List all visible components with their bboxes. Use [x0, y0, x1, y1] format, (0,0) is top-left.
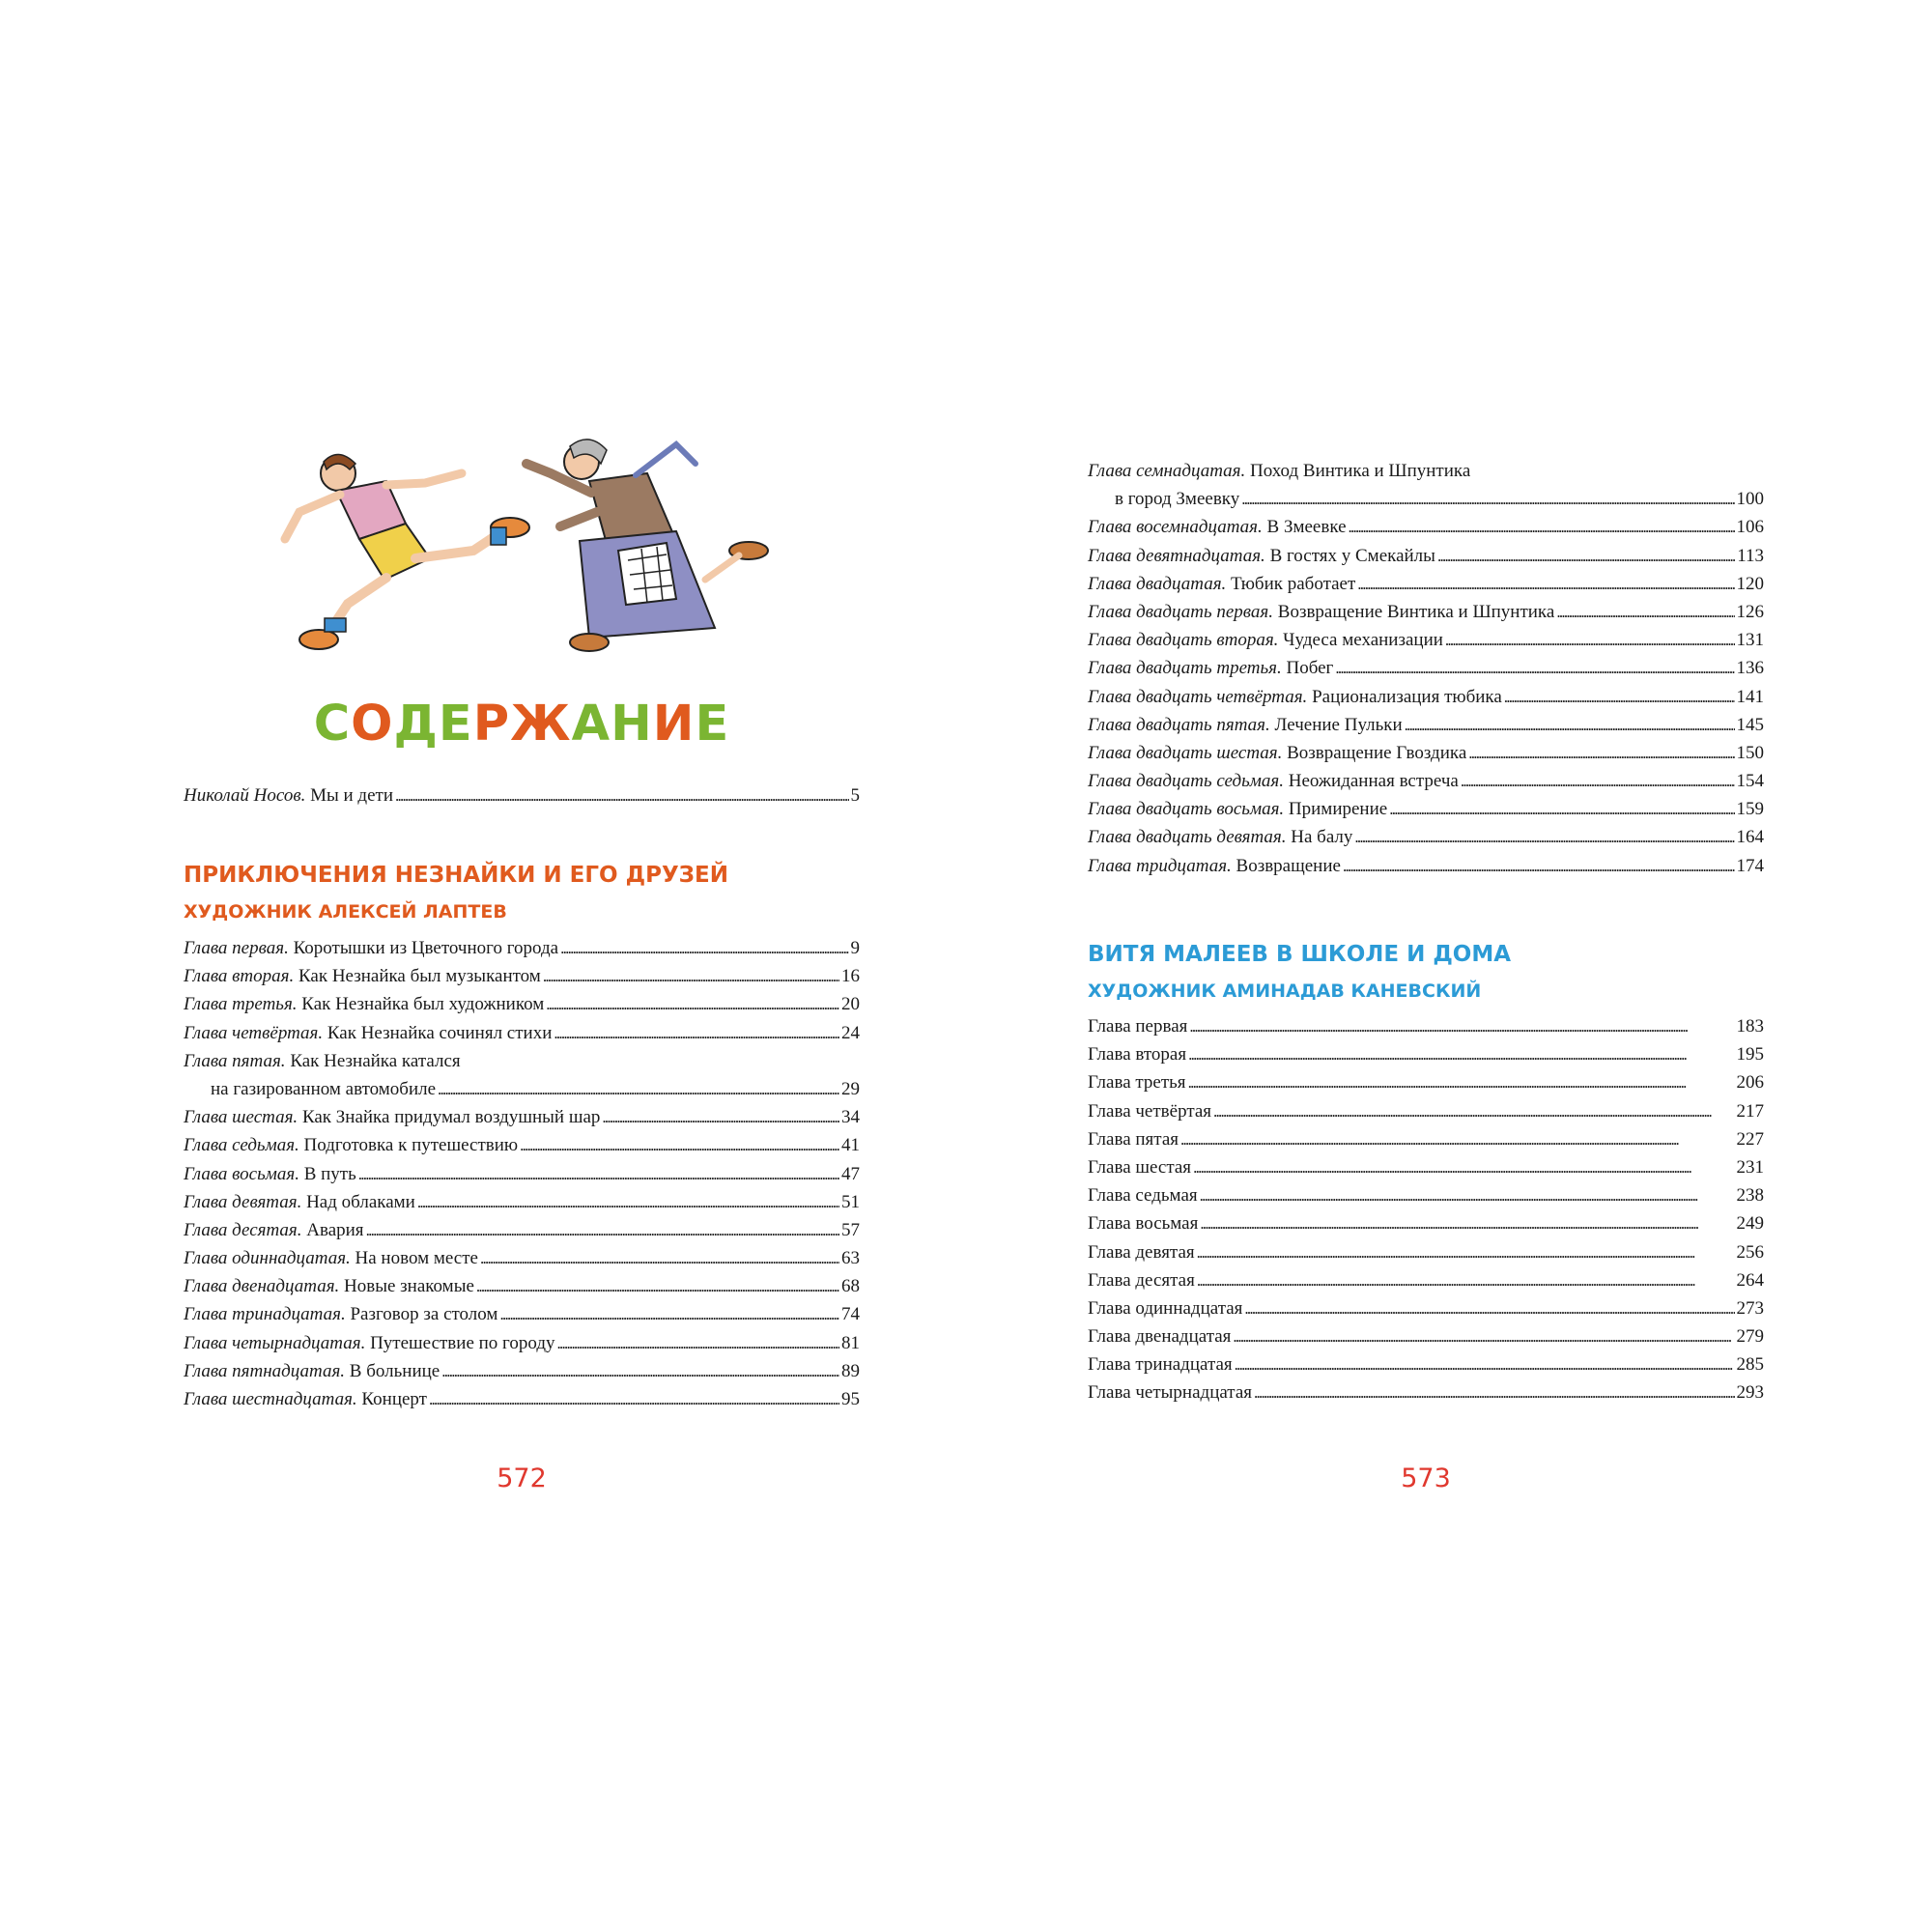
chapter-number: Глава третья.: [184, 994, 298, 1015]
chapter-title: Поход Винтика и Шпунтика: [1245, 461, 1471, 481]
toc-page-number: 238: [1736, 1185, 1764, 1207]
toc-entry-label: [1088, 1382, 1252, 1404]
chapter-title: Глава шестая: [1088, 1156, 1192, 1178]
dot-leader: [554, 1023, 839, 1044]
dot-leader: [1349, 517, 1735, 538]
toc-page-number: 20: [841, 994, 860, 1015]
chapter-title: Путешествие по городу: [365, 1332, 555, 1353]
chapter-number: Глава десятая.: [184, 1219, 302, 1240]
chapter-number: Глава пятнадцатая.: [184, 1360, 346, 1381]
toc-entry-label: [1088, 546, 1435, 567]
chapter-number: Глава двадцать шестая.: [1088, 742, 1283, 763]
dot-leader: [1343, 856, 1735, 877]
dot-leader: [1189, 1016, 1734, 1037]
chapter-number: Глава двенадцатая.: [184, 1276, 340, 1297]
toc-entry-label: [184, 1276, 474, 1297]
dot-leader: [1235, 1354, 1735, 1376]
toc-entry-label: [1088, 1044, 1186, 1065]
chapter-title: Новые знакомые: [339, 1276, 474, 1297]
toc-entry[interactable]: [184, 1389, 860, 1417]
toc-page-number: 81: [841, 1332, 860, 1353]
toc-page-number: 29: [841, 1078, 860, 1099]
toc-page-number: 206: [1736, 1072, 1764, 1094]
toc-page-number: 249: [1736, 1213, 1764, 1235]
dot-leader: [557, 1333, 840, 1354]
running-boy-figure: [285, 454, 529, 649]
toc-entry[interactable]: [184, 1276, 860, 1304]
toc-entry-label: [184, 1333, 555, 1354]
toc-page-number: 74: [841, 1304, 860, 1325]
toc-page-number: 136: [1736, 658, 1764, 679]
toc-entry-label: [1088, 771, 1459, 792]
dot-leader: [1200, 1213, 1734, 1235]
chapter-title: Как Знайка придумал воздушный шар: [298, 1107, 601, 1128]
toc-page-number: 174: [1736, 855, 1764, 876]
toc-entry-label: [1088, 856, 1341, 877]
toc-title-letter: Д: [393, 696, 439, 753]
toc-entry[interactable]: [1088, 546, 1764, 574]
toc-entry[interactable]: [1088, 461, 1764, 489]
toc-entry[interactable]: [184, 1304, 860, 1332]
toc-entry-label: [184, 966, 541, 987]
dot-leader: [1188, 1044, 1734, 1065]
toc-page-number: 89: [841, 1360, 860, 1381]
toc-page-number: 273: [1736, 1297, 1764, 1319]
toc-entry[interactable]: [184, 1164, 860, 1192]
dot-leader: [480, 1248, 839, 1269]
toc-entry[interactable]: [184, 1135, 860, 1163]
chapter-title: На новом месте: [350, 1248, 478, 1269]
dot-leader: [358, 1164, 839, 1185]
toc-entry-label: [1088, 1242, 1195, 1264]
chapter-title: Глава девятая: [1088, 1241, 1195, 1263]
toc-entry[interactable]: [1088, 1382, 1764, 1410]
toc-entry[interactable]: [1088, 799, 1764, 827]
toc-title: [184, 696, 860, 753]
dot-leader: [602, 1107, 839, 1128]
dot-leader: [1193, 1157, 1734, 1179]
toc-entry[interactable]: [184, 966, 860, 994]
chapter-title: Глава вторая: [1088, 1044, 1187, 1065]
toc-entry[interactable]: [1088, 602, 1764, 630]
toc-entry-label: [184, 1361, 440, 1382]
toc-entry-label: [1088, 1298, 1242, 1320]
toc-entry-label: [1088, 1157, 1191, 1179]
chapter-title: Подготовка к путешествию: [298, 1135, 519, 1156]
chapter-number: Глава шестая.: [184, 1107, 298, 1128]
chapter-title: Возвращение Гвоздика: [1282, 742, 1467, 763]
chapter-list-neznaika: [184, 938, 860, 1417]
toc-entry-label: [184, 1023, 552, 1044]
toc-page-number: 126: [1736, 601, 1764, 622]
chapter-number: Глава четырнадцатая.: [184, 1332, 366, 1353]
toc-entry[interactable]: [1088, 715, 1764, 743]
toc-entry[interactable]: [1088, 1044, 1764, 1072]
toc-title-letter: Р: [472, 696, 511, 753]
toc-page-number: 100: [1736, 489, 1764, 510]
chapter-title: Глава первая: [1088, 1016, 1188, 1037]
toc-entry[interactable]: [1088, 827, 1764, 855]
toc-title-letter: С: [313, 696, 352, 753]
chapter-number: Глава двадцать четвёртая.: [1088, 686, 1308, 707]
toc-entry-label: [1088, 1129, 1179, 1151]
chapter-title: Глава седьмая: [1088, 1185, 1198, 1207]
toc-entry-label: [184, 1192, 415, 1213]
toc-page-number: 120: [1736, 573, 1764, 594]
chapter-title: Глава десятая: [1088, 1269, 1195, 1291]
toc-page-number: 217: [1736, 1100, 1764, 1122]
toc-entry[interactable]: [1088, 489, 1764, 517]
toc-page-number: 41: [841, 1135, 860, 1156]
toc-page-number: 279: [1736, 1326, 1764, 1348]
toc-page-number: 256: [1736, 1241, 1764, 1263]
chapter-title: Рационализация тюбика: [1307, 686, 1502, 707]
dot-leader: [1437, 546, 1735, 567]
chapter-title: Возвращение Винтика и Шпунтика: [1273, 601, 1555, 622]
chapter-title: Возвращение: [1231, 855, 1341, 876]
toc-title-letter: Е: [438, 696, 473, 753]
toc-entry-label: [1088, 658, 1333, 679]
toc-entry-label: [1088, 1354, 1233, 1376]
toc-entry[interactable]: [184, 994, 860, 1022]
toc-page-number: 47: [841, 1163, 860, 1184]
dot-leader: [1504, 687, 1735, 708]
toc-page-number: 264: [1736, 1269, 1764, 1291]
toc-entry-label: [184, 994, 544, 1015]
toc-entry[interactable]: [1088, 1213, 1764, 1241]
chapter-title: Глава восьмая: [1088, 1213, 1199, 1235]
chapter-title: Глава четвёртая: [1088, 1100, 1212, 1122]
toc-page-number: 195: [1736, 1044, 1764, 1065]
chapter-number: Глава восемнадцатая.: [1088, 517, 1263, 538]
dot-leader: [1213, 1101, 1734, 1122]
toc-entry[interactable]: [1088, 574, 1764, 602]
toc-page-number: 68: [841, 1276, 860, 1297]
toc-entry[interactable]: [1088, 630, 1764, 658]
toc-entry[interactable]: [184, 1079, 860, 1107]
chapter-number: Глава двадцать вторая.: [1088, 630, 1279, 651]
toc-entry-label: [184, 1389, 427, 1410]
toc-entry-label: [1088, 827, 1352, 848]
toc-entry-label: [1088, 1326, 1231, 1348]
dot-leader: [429, 1389, 839, 1410]
toc-entry-label: [184, 1248, 478, 1269]
chapter-title: В путь: [298, 1163, 356, 1184]
chapter-number: Глава двадцатая.: [1088, 573, 1227, 594]
chapter-number: Глава девятая.: [184, 1191, 302, 1212]
dot-leader: [441, 1361, 839, 1382]
running-characters-illustration: [270, 435, 821, 676]
toc-page-number: 57: [841, 1219, 860, 1240]
toc-page-number: 293: [1736, 1382, 1764, 1404]
toc-page-number: 95: [841, 1389, 860, 1409]
toc-page-number: 51: [841, 1191, 860, 1212]
toc-entry-intro[interactable]: Николай Носов. Мы и дети . . . 5: [184, 785, 860, 813]
toc-entry-label: [184, 1051, 461, 1072]
chapter-title: на газированном автомобиле: [211, 1078, 437, 1099]
toc-entry[interactable]: [1088, 1157, 1764, 1185]
toc-entry-label: [1088, 461, 1470, 482]
dot-leader: [1556, 602, 1734, 623]
toc-page-number: 227: [1736, 1128, 1764, 1150]
toc-page-number: 183: [1736, 1016, 1764, 1037]
toc-entry-label: [184, 1304, 497, 1325]
chapter-title: В Змеевке: [1262, 517, 1347, 538]
chapter-title: Глава четырнадцатая: [1088, 1382, 1253, 1404]
chapter-title: Неожиданная встреча: [1283, 771, 1459, 792]
chapter-number: Глава тридцатая.: [1088, 855, 1232, 876]
chapter-title: В гостях у Смекайлы: [1264, 545, 1435, 566]
dot-leader: [546, 994, 839, 1015]
toc-entry-label: [1088, 1101, 1211, 1122]
intro-entry-list: [184, 785, 860, 813]
toc-entry[interactable]: [184, 1023, 860, 1051]
toc-entry[interactable]: [1088, 1185, 1764, 1213]
dot-leader: [560, 938, 848, 959]
running-old-woman-figure: [526, 440, 768, 651]
chapter-title: Как Незнайка сочинял стихи: [323, 1022, 553, 1043]
chapter-number: Глава тринадцатая.: [184, 1304, 346, 1325]
toc-title-letter: А: [571, 696, 611, 753]
toc-entry[interactable]: [1088, 1298, 1764, 1326]
toc-page-number: 159: [1736, 799, 1764, 820]
toc-page-number: 63: [841, 1248, 860, 1269]
toc-entry[interactable]: [1088, 1129, 1764, 1157]
toc-entry[interactable]: [184, 1107, 860, 1135]
dot-leader: [1405, 715, 1735, 736]
chapter-title: Побег: [1281, 658, 1334, 679]
dot-leader: [438, 1079, 839, 1100]
toc-entry-label: [1088, 1016, 1187, 1037]
toc-page-number: 164: [1736, 827, 1764, 848]
chapter-title: Разговор за столом: [345, 1304, 498, 1325]
chapter-title: Глава одиннадцатая: [1088, 1297, 1243, 1319]
toc-entry-label: [211, 1079, 436, 1100]
chapter-title: Лечение Пульки: [1269, 714, 1403, 735]
toc-entry[interactable]: [184, 1333, 860, 1361]
toc-entry[interactable]: [184, 1192, 860, 1220]
toc-page-number: 16: [841, 966, 860, 987]
toc-entry[interactable]: [184, 1361, 860, 1389]
toc-page-number: 9: [850, 938, 860, 958]
dot-leader: [1180, 1129, 1735, 1151]
toc-entry-label: [184, 1107, 600, 1128]
toc-entry-label: [1088, 602, 1554, 623]
chapter-number: Глава пятая.: [184, 1050, 286, 1071]
chapter-number: Глава первая.: [184, 938, 289, 958]
toc-entry-label: [1088, 1185, 1198, 1207]
toc-page-number: 24: [841, 1022, 860, 1043]
chapter-title: Как Незнайка был художником: [297, 994, 545, 1015]
dot-leader: [1445, 630, 1735, 651]
toc-entry[interactable]: [1088, 743, 1764, 771]
toc-entry-label: [184, 1164, 356, 1185]
chapter-title: В больнице: [345, 1360, 440, 1381]
toc-entry[interactable]: [184, 938, 860, 966]
dot-leader: [1244, 1298, 1734, 1320]
chapter-title: Тюбик работает: [1226, 573, 1356, 594]
page-number-left: 572: [497, 1463, 547, 1493]
dot-leader: [1354, 827, 1734, 848]
toc-entry-label: [1088, 715, 1403, 736]
toc-page-number: 231: [1736, 1156, 1764, 1178]
toc-entry[interactable]: [184, 1220, 860, 1248]
toc-entry-label: [184, 938, 558, 959]
toc-page-number: 145: [1736, 714, 1764, 735]
chapter-title: Глава тринадцатая: [1088, 1354, 1233, 1376]
chapter-title: Глава пятая: [1088, 1128, 1179, 1150]
dot-leader: [366, 1220, 839, 1241]
toc-entry-label: [1088, 517, 1347, 538]
chapter-list-neznaika-continued: [1088, 461, 1764, 884]
toc-entry[interactable]: [1088, 1016, 1764, 1044]
chapter-number: Глава двадцать пятая.: [1088, 714, 1270, 735]
toc-page-number: 113: [1737, 545, 1764, 566]
toc-page-number: 141: [1736, 686, 1764, 707]
dot-leader: [1197, 1242, 1735, 1264]
chapter-number: Глава одиннадцатая.: [184, 1248, 351, 1269]
chapter-title: Коротышки из Цветочного города: [288, 938, 559, 958]
toc-entry-label: [1088, 743, 1466, 764]
chapter-number: Глава семнадцатая.: [1088, 461, 1246, 481]
toc-entry[interactable]: [1088, 658, 1764, 686]
chapter-number: Глава двадцать девятая.: [1088, 827, 1287, 848]
toc-entry-label: [1088, 1072, 1186, 1094]
chapter-number: Глава двадцать восьмая.: [1088, 799, 1285, 820]
toc-entry-label: [1088, 687, 1502, 708]
toc-title-letter: О: [351, 696, 394, 753]
chapter-title: в город Змеевку: [1115, 489, 1240, 510]
toc-title-letter: Ж: [510, 696, 572, 753]
chapter-title: Авария: [301, 1219, 364, 1240]
dot-leader: [499, 1304, 839, 1325]
toc-entry-label: [1088, 630, 1443, 651]
toc-entry[interactable]: [1088, 1270, 1764, 1298]
toc-entry[interactable]: [1088, 517, 1764, 545]
chapter-number: Глава двадцать третья.: [1088, 658, 1282, 679]
toc-entry[interactable]: [1088, 1242, 1764, 1270]
toc-entry-label: [1115, 489, 1239, 510]
chapter-title: Как Незнайка катался: [285, 1050, 461, 1071]
dot-leader: [1188, 1072, 1735, 1094]
dot-leader: [1461, 771, 1735, 792]
section-title-vitya-maleev: ВИТЯ МАЛЕЕВ В ШКОЛЕ И ДОМА: [1088, 942, 1512, 967]
toc-page-number: 131: [1736, 630, 1764, 651]
section-artist-vitya-maleev: ХУДОЖНИК АМИНАДАВ КАНЕВСКИЙ: [1088, 980, 1482, 1002]
toc-page-number: 285: [1736, 1354, 1764, 1376]
chapter-list-vitya-maleev: [1088, 1016, 1764, 1411]
toc-entry-label: [1088, 799, 1387, 820]
toc-entry[interactable]: [184, 1248, 860, 1276]
dot-leader: [1335, 658, 1734, 679]
dot-leader: [1200, 1185, 1735, 1207]
toc-entry-label: [1088, 1213, 1198, 1235]
toc-entry-label: [184, 1135, 518, 1156]
dot-leader: [543, 966, 839, 987]
chapter-title: Примирение: [1284, 799, 1388, 820]
toc-entry[interactable]: [1088, 1101, 1764, 1129]
toc-entry[interactable]: [1088, 856, 1764, 884]
chapter-number: Глава вторая.: [184, 966, 295, 987]
dot-leader: [1233, 1326, 1734, 1348]
chapter-title: На балу: [1286, 827, 1353, 848]
toc-entry[interactable]: [1088, 771, 1764, 799]
toc-title-letter: Е: [695, 696, 730, 753]
chapter-number: Глава двадцать первая.: [1088, 601, 1274, 622]
dot-leader: [1241, 489, 1734, 510]
toc-page-number: 106: [1736, 517, 1764, 538]
dot-leader: [1357, 574, 1734, 595]
chapter-number: Глава двадцать седьмая.: [1088, 771, 1284, 792]
chapter-title: Глава третья: [1088, 1072, 1186, 1094]
chapter-title: Концерт: [356, 1389, 427, 1409]
chapter-title: Над облаками: [301, 1191, 415, 1212]
section-artist-neznaika: ХУДОЖНИК АЛЕКСЕЙ ЛАПТЕВ: [184, 901, 507, 923]
toc-entry[interactable]: [184, 1051, 860, 1079]
chapter-title: Как Незнайка был музыкантом: [294, 966, 541, 987]
toc-title-letter: И: [652, 696, 696, 753]
toc-page-number: 154: [1736, 771, 1764, 792]
toc-entry[interactable]: [1088, 1326, 1764, 1354]
dot-leader: [1197, 1270, 1735, 1292]
toc-page-number: 34: [841, 1107, 860, 1128]
dot-leader: [476, 1276, 839, 1297]
dot-leader: [520, 1135, 839, 1156]
dot-leader: [1468, 743, 1734, 764]
page-number-right: 573: [1401, 1463, 1451, 1493]
chapter-number: Глава восьмая.: [184, 1163, 299, 1184]
dot-leader: [1254, 1382, 1734, 1404]
dot-leader: [417, 1192, 839, 1213]
toc-entry-label: [184, 1220, 364, 1241]
toc-entry[interactable]: [1088, 1354, 1764, 1382]
chapter-number: Глава девятнадцатая.: [1088, 545, 1265, 566]
toc-page-number: 150: [1736, 742, 1764, 763]
chapter-number: Глава шестнадцатая.: [184, 1389, 357, 1409]
toc-entry-label: [1088, 574, 1355, 595]
toc-title-letter: Н: [611, 696, 653, 753]
dot-leader: [1389, 799, 1734, 820]
chapter-title: Чудеса механизации: [1278, 630, 1443, 651]
toc-entry[interactable]: [1088, 687, 1764, 715]
chapter-number: Глава четвёртая.: [184, 1022, 324, 1043]
toc-entry-label: [1088, 1270, 1195, 1292]
chapter-title: Глава двенадцатая: [1088, 1326, 1232, 1348]
chapter-number: Глава седьмая.: [184, 1135, 299, 1156]
section-title-neznaika: ПРИКЛЮЧЕНИЯ НЕЗНАЙКИ И ЕГО ДРУЗЕЙ: [184, 863, 728, 888]
toc-entry[interactable]: [1088, 1072, 1764, 1100]
